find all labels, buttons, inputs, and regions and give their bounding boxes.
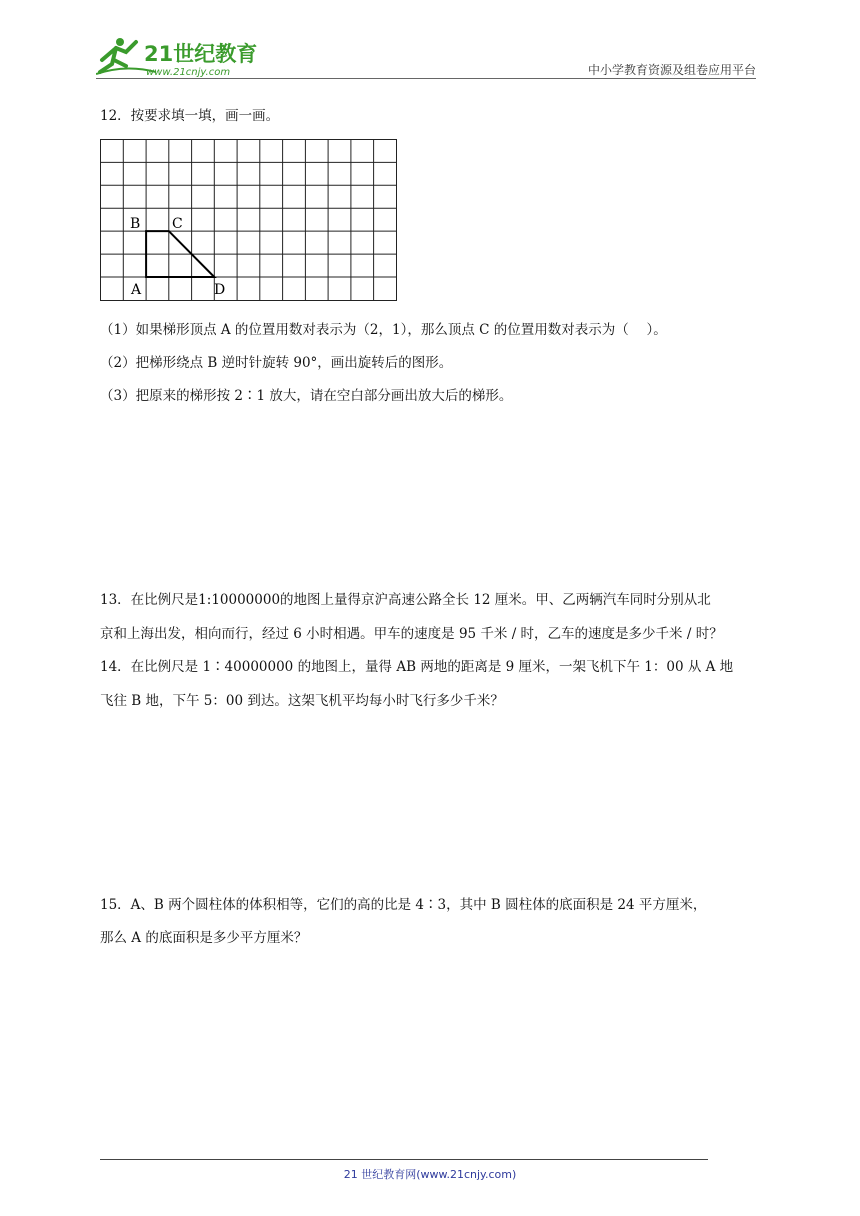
q12-sub3: （3）把原来的梯形按 2∶1 放大，请在空白部分画出放大后的梯形。 bbox=[100, 388, 513, 404]
footer-divider bbox=[100, 1159, 708, 1160]
point-d-label: D bbox=[214, 282, 226, 298]
point-b-label: B bbox=[130, 216, 141, 232]
q14-line2: 飞往 B 地，下午 5：00 到达。这架飞机平均每小时飞行多少千米？ bbox=[100, 693, 504, 709]
point-c-label: C bbox=[172, 216, 183, 232]
point-a-label: A bbox=[131, 282, 142, 298]
q12-sub2: （2）把梯形绕点 B 逆时针旋转 90°，画出旋转后的图形。 bbox=[100, 355, 453, 371]
q14-line1: 14．在比例尺是 1∶40000000 的地图上，量得 AB 两地的距离是 9 厘米，一架飞机下午 1：00 从 A 地 bbox=[100, 659, 734, 675]
q12-sub1: （1）如果梯形顶点 A 的位置用数对表示为（2，1），那么顶点 C 的位置用数对表示为（ ）。 bbox=[100, 322, 667, 338]
logo-sub-text: www.21cnjy.com bbox=[146, 67, 231, 78]
q12-title: 12．按要求填一填，画一画。 bbox=[100, 108, 280, 124]
q13-line1: 13．在比例尺是1:10000000的地图上量得京沪高速公路全长 12 厘米。甲、乙两辆汽车同时分别从北 bbox=[100, 592, 711, 608]
site-logo bbox=[96, 34, 266, 80]
q15-line2: 那么 A 的底面积是多少平方厘米？ bbox=[100, 930, 308, 946]
footer-site-text: 21 世纪教育网(www.21cnjy.com) bbox=[343, 1168, 517, 1181]
q12-grid-figure bbox=[100, 139, 400, 309]
q15-line1: 15．A、B 两个圆柱体的体积相等，它们的高的比是 4∶3，其中 B 圆柱体的底面积是 24 平方厘米， bbox=[100, 897, 707, 913]
grid-lines bbox=[100, 139, 397, 301]
logo-main-text: 21世纪教育 bbox=[144, 42, 258, 66]
header-divider bbox=[96, 78, 756, 79]
q13-line2: 京和上海出发，相向而行，经过 6 小时相遇。甲车的速度是 95 千米 / 时，乙车的速度是多少千米 / 时？ bbox=[100, 626, 723, 642]
header-platform-text: 中小学教育资源及组卷应用平台 bbox=[587, 63, 756, 77]
